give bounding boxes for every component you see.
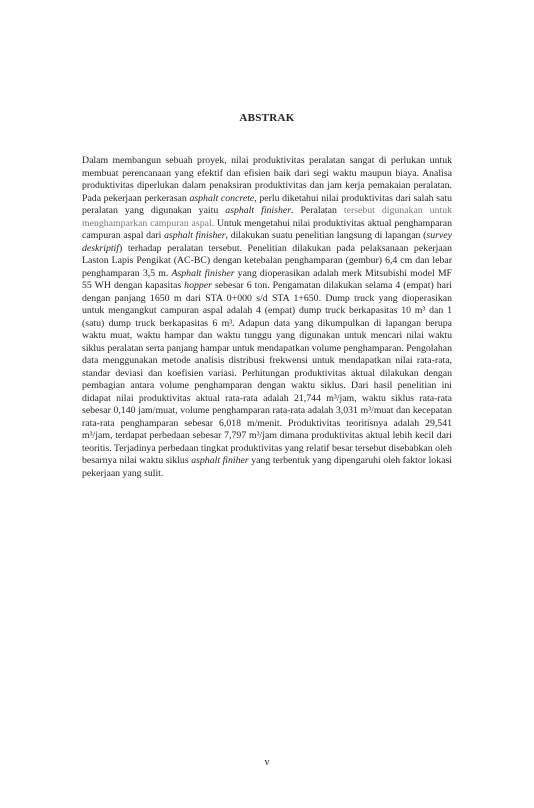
abstract-text-segment: hopper [184, 280, 212, 291]
abstract-text-segment: , dilakukan suatu penelitian langsung di lapangan ( [225, 230, 427, 241]
abstract-text-segment: Untuk mengetahui nilai produktivitas aktual penghamparan campuran aspal dari [82, 217, 452, 241]
abstract-text-segment: . Peralatan [291, 205, 344, 216]
page-number: v [264, 757, 270, 768]
abstract-text-segment: Dalam membangun sebuah proyek, nilai produktivitas peralatan sangat di perlukan untuk membuat perencanaan yang efektif dan efisien baik dari segi waktu maupun biaya. Analisa produktivitas diperlukan dalam penaksiran produktivitas dan jam kerja pemakaian peralatan. Pada pekerjaan perkerasan [82, 155, 452, 204]
abstract-text-segment: Asphalt finisher [171, 267, 235, 279]
abstract-text-segment: survey deskriptif [82, 230, 452, 254]
abstract-text-segment: asphalt concrete [189, 192, 255, 204]
abstract-text-segment: asphalt finisher [164, 230, 226, 241]
abstract-text-segment: tersebut digunakan untuk menghamparkan campuran aspal. [82, 205, 452, 229]
abstract-text-segment: yang dioperasikan adalah merk Mitsubishi model MF 55 WH dengan kapasitas [82, 267, 452, 291]
abstract-text-segment: yang terbentuk yang dipengaruhi oleh faktor lokasi pekerjaan yang sulit. [82, 455, 452, 479]
abstract-text-segment: ) terhadap peralatan tersebut. Penelitian dilakukan pada pelaksanaan pekerjaan Laston Lapis Pengikat (AC-BC) dengan ketebalan penghamparan (gembur) 6,4 cm dan lebar penghamparan 3,5 m. [82, 242, 452, 279]
abstract-title: ABSTRAK [239, 112, 295, 124]
abstract-text-segment: asphalt finiher [191, 455, 249, 466]
abstract-text-segment: asphalt finisher [225, 205, 292, 216]
abstract-text-segment: , perlu diketahui nilai produktivitas dari salah satu peralatan yang digunakan yaitu [82, 192, 452, 216]
abstract-text-segment: sebesar 6 ton. Pengamatan dilakukan selama 4 (empat) hari dengan panjang 1650 m dari STA 0+000 s/d STA 1+650. Dump truck yang dioperasikan untuk mengangkut campuran aspal adalah 4 (empat) dump truck berkapasitas 10 m³ dan 1 (satu) dump truck berkapasitas 6 m³. Adapun data yang dikumpulkan di lapangan berupa waktu muat, waktu hampar dan waktu tunggu yang digunakan untuk mencari nilai waktu siklus peralatan serta panjang hampar untuk mendapatkan volume penghamparan. Pengolahan data menggunakan metode analisis distribusi frekwensi untuk mendapatkan nilai rata-rata, standar deviasi dan koefisien variasi. Perhitungan produktivitas aktual dilakukan dengan pembagian antara volume penghamparan dengan waktu siklus. Dari hasil penelitian ini didapat nilai produktivitas aktual rata-rata adalah 21,744 m³/jam, waktu siklus rata-rata sebesar 0,140 jam/muat, volume penghamparan rata-rata adalah 3,031 m³/muat dan kecepatan rata-rata penghamparan sebesar 6,018 m/menit. Produktivitas teoritisnya adalah 29,541 m³/jam, terdapat perbedaan sebesar 7,797 m³/jam dimana produktivitas aktual lebih kecil dari teoritis. Terjadinya perbedaan tingkat produktivitas yang relatif besar tersebut disebabkan oleh besarnya nilai waktu siklus [82, 280, 452, 466]
abstract-body [82, 155, 452, 480]
